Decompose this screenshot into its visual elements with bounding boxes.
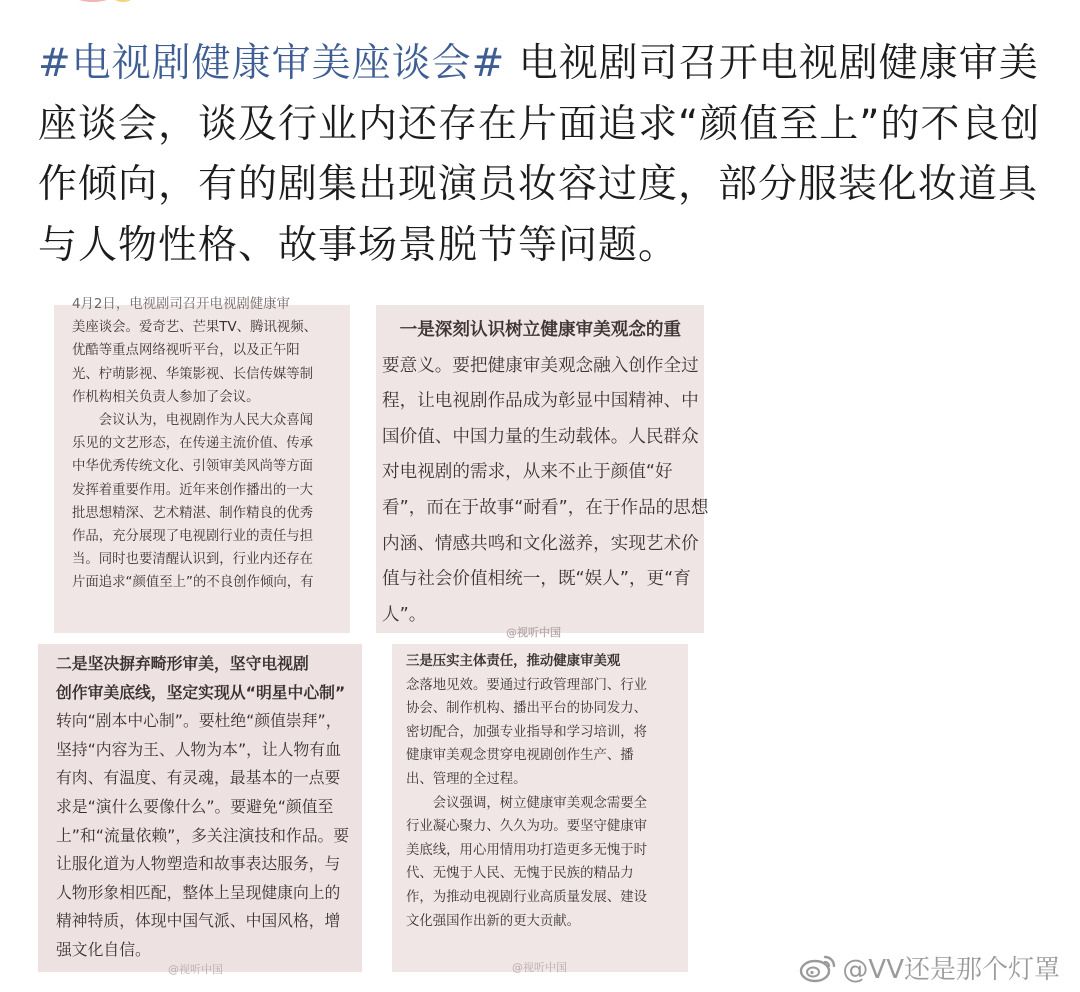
text-line: 优酷等重点网络视听平台，以及正午阳	[72, 343, 300, 359]
text-line: 国价值、中国力量的生动载体。人民群众	[382, 426, 699, 447]
text-line: 会议认为，电视剧作为人民大众喜闻	[98, 413, 314, 429]
text-line: 美底线，用心用情用功打造更多无愧于时	[406, 842, 648, 858]
text-line: 片面追求“颜值至上”的不良创作倾向，有	[72, 575, 314, 591]
attribution	[798, 949, 1060, 986]
watermark: @视听中国	[512, 961, 567, 974]
text-line: 内涵、情感共鸣和文化滋养，实现艺术价	[382, 533, 699, 554]
text-line: 出、管理的全过程。	[406, 771, 527, 787]
text-line: 发挥着重要作用。近年来创作播出的一大	[72, 482, 314, 498]
text-line: 文化强国作出新的更大贡献。	[406, 913, 581, 929]
text-line: 人物形象相匹配，整体上呈现健康向上的	[56, 882, 341, 902]
text-line: 作品，充分展现了电视剧行业的责任与担	[72, 529, 314, 545]
text-line: 强文化自信。	[56, 939, 151, 959]
text-line: 转向“剧本中心制”。要杜绝“颜值崇拜”，	[56, 711, 342, 731]
text-line: 对电视剧的需求，从来不止于颜值“好	[382, 462, 673, 483]
image-photo-3[interactable]	[38, 644, 362, 976]
text-line: 坚持“内容为王、人物为本”，让人物有血	[56, 739, 341, 759]
image-photo-1[interactable]	[54, 297, 350, 633]
text-line: 批思想精深、艺术精湛、制作精良的优秀	[72, 505, 314, 521]
text-line: 程，让电视剧作品成为彰显中国精神、中	[382, 391, 699, 412]
text-line: 中华优秀传统文化、引领审美风尚等方面	[72, 459, 314, 475]
text-line: 作机构相关负责人参加了会议。	[72, 389, 260, 405]
text-line: 当。同时也要清醒认识到，行业内还存在	[72, 552, 314, 568]
text-line: 上”和“流量依赖”，多关注演技和作品。要	[56, 825, 350, 845]
text-line: 乐见的文艺形态，在传递主流价值、传承	[72, 436, 314, 452]
post-text	[38, 34, 1048, 276]
text-line: 三是压实主体责任，推动健康审美观	[406, 654, 621, 669]
text-line: 人”。	[382, 604, 427, 625]
text-line: 健康审美观念贯穿电视剧创作生产、播	[406, 748, 634, 764]
text-line: 光、柠萌影视、华策影视、长信传媒等制	[72, 366, 314, 382]
text-line: 值与社会价值相统一，既“娱人”，更“育	[382, 569, 691, 590]
weibo-icon	[798, 953, 838, 983]
text-line: 代、无愧于人民、无愧于民族的精品力	[406, 866, 634, 882]
text-line: 要意义。要把健康审美观念融入创作全过	[382, 355, 699, 376]
text-line: 美座谈会。爱奇艺、芒果TV、腾讯视频、	[72, 320, 317, 336]
text-line: 让服化道为人物塑造和故事表达服务，与	[56, 854, 341, 874]
emoji-fragment	[112, 0, 134, 2]
text-line: 创作审美底线，坚定实现从“明星中心制”	[56, 682, 346, 702]
text-line: 协会、制作机构、播出平台的协同发力、	[406, 701, 648, 717]
text-line: 念落地见效。要通过行政管理部门、行业	[406, 677, 648, 693]
text-line: 密切配合，加强专业指导和学习培训，将	[406, 724, 648, 740]
avatar-fragment	[72, 0, 114, 2]
watermark: @视听中国	[506, 626, 561, 639]
avatar-strip	[72, 0, 150, 6]
text-line: 会议强调，树立健康审美观念需要全	[432, 795, 648, 811]
watermark: @视听中国	[168, 963, 223, 976]
text-line: 4月2日，电视剧司召开电视剧健康审	[72, 297, 290, 312]
text-line: 求是“演什么要像什么”。要避免“颜值至	[56, 796, 334, 816]
image-photo-2[interactable]	[376, 305, 709, 639]
image-photo-4[interactable]	[392, 644, 688, 972]
text-line: 有肉、有温度、有灵魂，最基本的一点要	[56, 768, 341, 788]
text-line: 看”，而在于故事“耐看”，在于作品的思想	[382, 497, 709, 518]
post-body: 电视剧司召开电视剧健康审美座谈会，谈及行业内还存在片面追求“颜值至上”的不良创作倾向，有的剧集出现演员妆容过度，部分服装化妆道具与人物性格、故事场景脱节等问题。	[38, 41, 1041, 268]
text-line: 二是坚决摒弃畸形审美，坚守电视剧	[56, 654, 309, 673]
attribution-handle[interactable]: @VV还是那个灯罩	[842, 955, 1060, 985]
text-line: 作，为推动电视剧行业高质量发展、建设	[406, 889, 648, 905]
text-line: 一是深刻认识树立健康审美观念的重	[382, 320, 682, 340]
text-line: 行业凝心聚力、久久为功。要坚守健康审	[406, 819, 648, 835]
text-line: 精神特质，体现中国气派、中国风格，增	[56, 911, 341, 931]
hashtag-link[interactable]: #电视剧健康审美座谈会#	[38, 41, 506, 86]
